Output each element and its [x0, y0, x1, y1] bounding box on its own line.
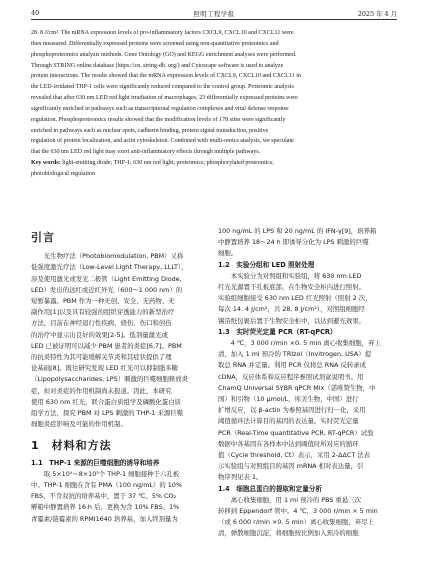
intro-line: 低强度激光疗法（Low-Level Light Therapy, LLLT），: [31, 263, 188, 272]
body-line: 国）和引物（10 μmol/L，库美生物，中国）进行: [218, 395, 359, 404]
body-line: 青霉素/链霉素的 RPMI1640 培养基，加入终剂量为: [31, 514, 178, 523]
abstract-line: regulation of protein localization, and actin cytoskeleton. Combined with multi-omics analysis, we speculate: [31, 138, 294, 145]
intro-line: 的抗炎特性为其可能缓解关节炎和其症状提供了理: [31, 353, 172, 362]
body-line: 值（Cycle threshold, Ct）表示，采用 2-ΔΔCT 法表: [218, 451, 371, 460]
intro-heading: 引言: [31, 231, 55, 244]
intro-line: （Lipopolysaccharides, LPS）刺激的巨噬细胞释放炎: [31, 375, 189, 384]
body-line: 实验组细胞接受 630 nm LED 红光照射（照射 2 次，: [218, 294, 372, 303]
english-abstract: [31, 28, 397, 180]
body-line: PCR（Real-Time quantitative PCR, RT-qPCR）试验: [218, 428, 374, 437]
left-column: [31, 226, 207, 525]
abstract-line: revealed that after 630 nm LED red light irradiation of macrophages, 23 differentially expressed proteins were: [31, 95, 298, 102]
intro-line: 使用 630 nm 红光，联合蛋白质组学及磷酸化蛋白质: [31, 397, 181, 406]
body-line: 物序列见表 1。: [218, 473, 263, 482]
body-line: 扩增反应，以 β-actin 为参照基因进行归一化，采用: [218, 406, 366, 415]
body-line: 每次 14. 4 J/cm²，共 28. 8 J/cm²），对照组细胞经: [218, 305, 365, 314]
subsection-1-1-body: [31, 469, 207, 525]
body-line: 取 5×10⁵～8×10⁵个 THP-1 细胞接种于六孔板: [43, 469, 180, 478]
keywords-text-cont: photobiological regulation: [31, 170, 95, 177]
body-line: （或 6 000 r/min ×0. 5 min）离心收集细胞，弃尽上: [218, 518, 374, 527]
intro-line: 短暂暴露。PBM 作为一种无创、安全、无药物、无: [31, 297, 175, 306]
body-line: 中静置培养 18～24 h 即诱导分化为 LPS 刺激的巨噬: [218, 238, 369, 247]
body-line: 本实验分为对照组和实验组，将 630 nm LED: [230, 271, 362, 280]
intro-line: 的治疗中显示出良好的效果[2-5]。低剂量激光或: [31, 330, 168, 339]
keywords-label: Key words:: [31, 160, 61, 167]
intro-line: LED 已被证明可以减少 PBM 患者的炎症[6,7]。PBM: [31, 341, 182, 350]
body-line: 阈值循环法计算目的基因的表达量。实时荧光定量: [218, 417, 359, 426]
body-line: 清，弹散细胞沉淀，将细胞按比例加入预冷的细胞: [218, 529, 359, 538]
body-line: 取总 RNA 并定量。利用 PCR 仪将总 RNA 反转录成: [218, 361, 366, 370]
subsection-1-4-heading: 1.4 细胞总蛋白的提取和定量分析: [218, 484, 322, 493]
body-line: 示实验组与对照组目的基因 mRNA 相对表达量，引: [218, 462, 364, 471]
abstract-line: phosphoproteomics analysis methods. Gene Ontology (GO) and KEGG enrichment analyses were performed.: [31, 51, 297, 58]
abstract-line: regulation. Phosphoproteomics results showed that the modification levels of 178 sites were significantly: [31, 116, 286, 123]
subsection-1-1-heading: 1.1 THP-1 来源的巨噬细胞的诱导和培养: [31, 458, 160, 467]
body-line: 孵箱中静置培养 16 h 后，更换为含 10% FBS、1%: [31, 503, 180, 512]
body-line: FBS、不含双抗的培养基中，置于 37 ℃、5% CO₂: [31, 492, 177, 501]
intro-line: 副作用[1]以及具有较强的组织穿透能力的新型治疗: [31, 308, 175, 317]
intro-line: 症，但对炎症的作用机制尚未报道。因此，本研究: [31, 386, 172, 395]
body-line: cDNA，反应体系和反应程序参照试剂盒说明书。用: [218, 372, 364, 381]
abstract-line: then measured. Differentially expressed proteins were screened using non-quantitative proteomics and: [31, 40, 279, 47]
body-line: 4 ℃，3 000 r/min ×0. 5 min 离心收集细胞，弃上: [230, 339, 381, 348]
abstract-line: enriched in pathways such as nuclear spots, cadherin binding, protein signal transduction, positive: [31, 127, 269, 134]
abstract-line: the LED-irridated THP-1 cells were significantly reduced compared to the control group. Proteomic analysis: [31, 84, 294, 91]
subsection-1-3-heading: 1.3 实时荧光定量 PCR（RT-qPCR）: [218, 327, 337, 336]
body-line: 中。THP-1 细胞在含有 PMA（100 ng/mL）的 10%: [31, 481, 183, 490]
body-line: 清，加入 1 ml 预冷的 TRIzol（Invitrogen, USA）提: [218, 350, 372, 359]
intro-line: 光生物疗法（Photobiomodulation, PBM）又称: [43, 252, 184, 261]
intro-line: 组学方法，探究 PBM 对 LPS 刺激的 THP-1 来源巨噬: [31, 409, 184, 418]
page-number: 40: [31, 9, 40, 17]
abstract-line: protein interactions. The results showed that the mRNA expression levels of CXCL9, CXCL10 and CXCL11 in: [31, 73, 301, 80]
subsection-1-2-heading: 1.2 实验分组和 LED 照射处理: [218, 260, 315, 269]
abstract-line: significantly enriched in pathways such as transcriptional regulation complexes and viral defense response: [31, 105, 289, 112]
issue-date: 2025 年 4 月: [357, 10, 397, 18]
body-line: 100 ng/mL 的 LPS 和 20 ng/mL 的 IFN-γ[9]，培养箱: [218, 227, 377, 235]
intro-paragraph: [31, 251, 207, 430]
abstract-line: that the 630 nm LED red light may exert anti-inflammatory effects through multiple pathways.: [31, 149, 261, 156]
right-column: [218, 226, 396, 540]
body-line: 细胞。: [218, 249, 238, 258]
abstract-line: 28. 8 J/cm². The mRNA expression levels of pro-inflammatory factors CXCL9, CXCL10 and CXCL11 were: [31, 30, 294, 36]
abstract-line: Through STRING online database (https://cn. string-db. org/) and Cytoscape software is used to analyze: [31, 62, 284, 69]
intro-line: 细胞炎症影响及可能的作用机制。: [31, 420, 127, 429]
keywords: [31, 158, 397, 169]
section-heading: 1 材料和方法: [31, 439, 112, 453]
body-line: 数据中各基因在各样本中达到阈值时所对应的循环: [218, 439, 359, 448]
body-line: ChamQ Universal SYBR qPCR Mix（诺唯赞生物，中: [218, 383, 376, 392]
intro-line: 涉及使用激光或发光二极管（Light Emitting Diode,: [31, 274, 182, 283]
body-line: 转移到 Eppendorf 管中。4 ℃，3 000 r/min × 5 min: [218, 507, 378, 516]
journal-name: 照明工程学报: [193, 10, 235, 18]
intro-line: LED）发出的远红或近红外光（600～1 000 nm）的: [31, 285, 183, 294]
intro-line: 论基础[8]。既往研究发现 LED 红光可以抑制脂多糖: [31, 364, 179, 373]
intro-line: 方法，目前在神经退行性疾病、烧伤、伤口和创伤: [31, 319, 172, 328]
body-line: 锡箔纸包裹后置于生物安全柜中，以达到避光效果。: [218, 316, 365, 325]
running-header: [31, 7, 397, 19]
keywords-text: light-emitting diode; THP-1; 630 nm red light; proteomics; phosphorylated proteomics;: [60, 160, 274, 167]
header-rule: [31, 19, 397, 20]
body-line: 红光光源置于孔板底部，在生物安全柜内进行照射。: [218, 283, 365, 292]
body-line: 离心收集细胞，用 1 ml 预冷的 PBS 重悬三次: [230, 495, 362, 504]
